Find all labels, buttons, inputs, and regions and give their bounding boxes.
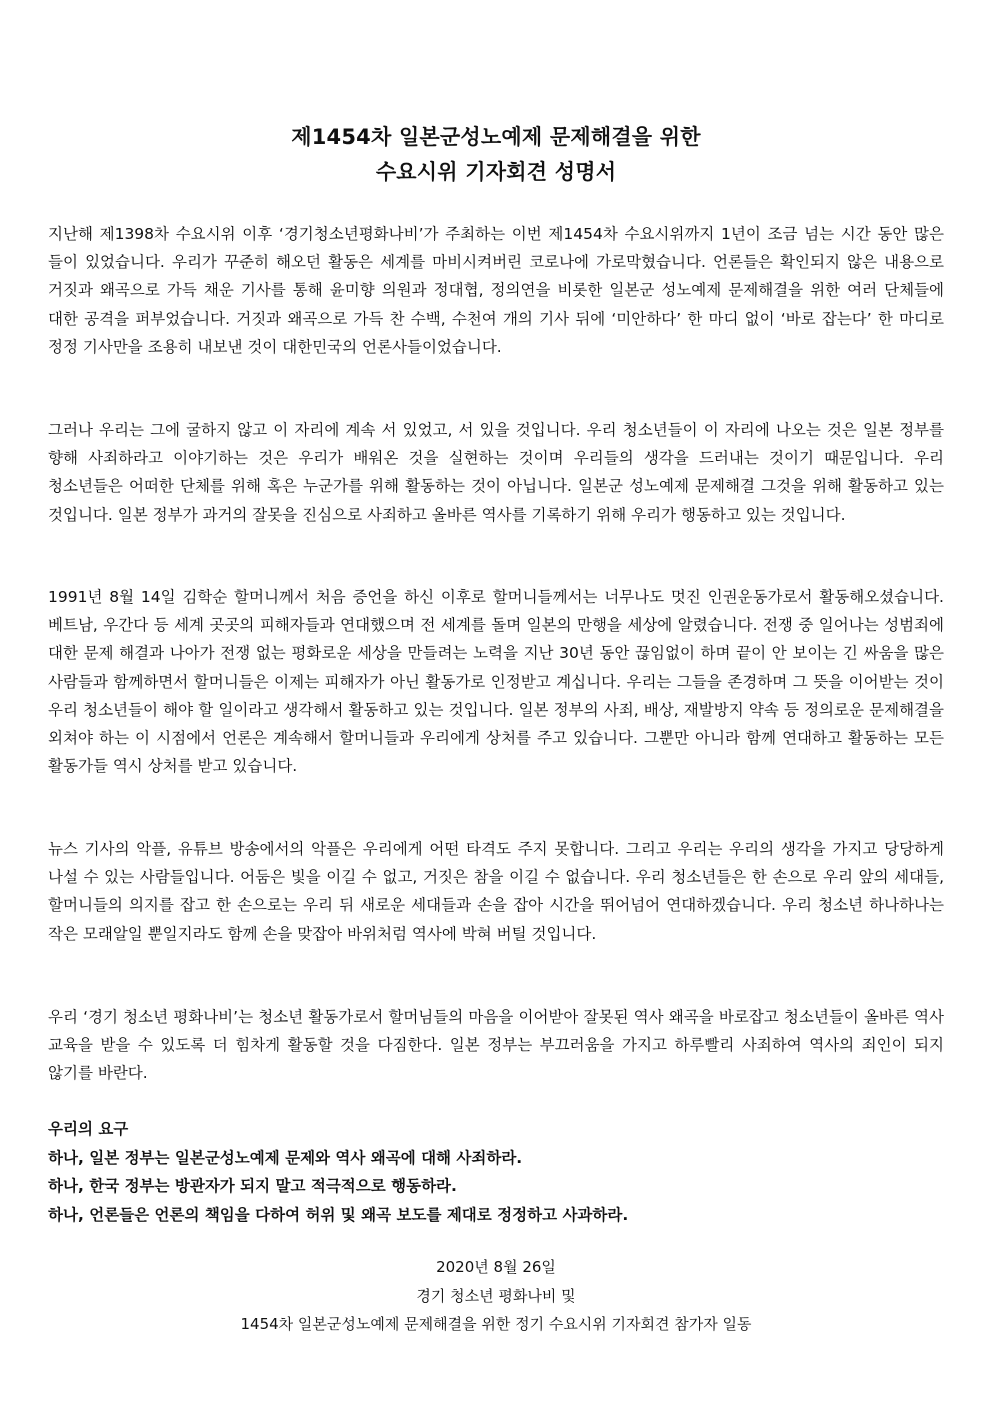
signature-block xyxy=(0,1253,992,1339)
paragraph-2: 그러나 우리는 그에 굴하지 않고 이 자리에 계속 서 있었고, 서 있을 것입니다. 우리 청소년들이 이 자리에 나오는 것은 일본 정부를 향해 사죄하라고 이야기하는 것은 우리가 배워온 것을 실현하는 것이며 우리들의 생각을 드러내는 것이기 때문입니다. 우리 청소년들은 어떠한 단체를 위해 혹은 누군가를 위해 활동하는 것이 아닙니다. 일본군 성노예제 문제해결 그것을 위해 활동하고 있는 것입니다. 일본 정부가 과거의 잘못을 진심으로 사죄하고 올바른 역사를 기록하기 위해 우리가 행동하고 있는 것입니다. xyxy=(48,421,944,524)
paragraph-4: 뉴스 기사의 악플, 유튜브 방송에서의 악플은 우리에게 어떤 타격도 주지 못합니다. 그리고 우리는 우리의 생각을 가지고 당당하게 나설 수 있는 사람들입니다. 어둠은 빛을 이길 수 없고, 거짓은 참을 이길 수 없습니다. 우리 청소년들은 한 손으로 우리 앞의 세대들, 할머니들의 의지를 잡고 한 손으로는 우리 뒤 새로운 세대들과 손을 잡아 시간을 뛰어넘어 연대하겠습니다. 우리 청소년 하나하나는 작은 모래알일 뿐일지라도 함께 손을 맞잡아 바위처럼 역사에 박혀 버틸 것입니다. xyxy=(48,840,944,943)
paragraph-3: 1991년 8월 14일 김학순 할머니께서 처음 증언을 하신 이후로 할머니들께서는 너무나도 멋진 인권운동가로서 활동해오셨습니다. 베트남, 우간다 등 세계 곳곳의 피해자들과 연대했으며 전 세계를 돌며 일본의 만행을 세상에 알렸습니다. 전쟁 중 일어나는 성범죄에 대한 문제 해결과 나아가 전쟁 없는 평화로운 세상을 만들려는 노력을 지난 30년 동안 끊임없이 하며 끝이 안 보이는 긴 싸움을 많은 사람들과 함께하면서 할머니들은 이제는 피해자가 아닌 활동가로 인정받고 계십니다. 우리는 그들을 존경하며 그 뜻을 이어받는 것이 우리 청소년들이 해야 할 일이라고 생각해서 활동하고 있는 것입니다. 일본 정부의 사죄, 배상, 재발방지 약속 등 정의로운 문제해결을 외쳐야 하는 이 시점에서 언론은 계속해서 할머니들과 우리에게 상처를 주고 있습니다. 그뿐만 아니라 함께 연대하고 활동하는 모든 활동가들 역시 상처를 받고 있습니다. xyxy=(48,588,944,776)
paragraph-1: 지난해 제1398차 수요시위 이후 ‘경기청소년평화나비’가 주최하는 이번 제1454차 수요시위까지 1년이 조금 넘는 시간 동안 많은 들이 있었습니다. 우리가 꾸준히 해오던 활동은 세계를 마비시켜버린 코로나에 가로막혔습니다. 언론들은 확인되지 않은 내용으로 거짓과 왜곡으로 가득 채운 기사를 통해 윤미향 의원과 정대협, 정의연을 비롯한 일본군 성노예제 문제해결을 위한 여러 단체들에 대한 공격을 퍼부었습니다. 거짓과 왜곡으로 가득 찬 수백, 수천여 개의 기사 뒤에 ‘미안하다’ 한 마디 없이 ‘바로 잡는다’ 한 마디로 정정 기사만을 조용히 내보낸 것이 대한민국의 언론사들이었습니다. xyxy=(48,225,944,356)
demand-item-3: 하나, 언론들은 언론의 책임을 다하여 허위 및 왜곡 보도를 제대로 정정하고 사과하라. xyxy=(48,1205,629,1224)
demand-item-1: 하나, 일본 정부는 일본군성노예제 문제와 역사 왜곡에 대해 사죄하라. xyxy=(48,1148,523,1167)
demands-heading: 우리의 요구 xyxy=(48,1120,129,1138)
document-title-line-2: 수요시위 기자회견 성명서 xyxy=(375,160,617,184)
organization-name: 경기 청소년 평화나비 및 xyxy=(416,1286,576,1305)
participants-line: 1454차 일본군성노예제 문제해결을 위한 정기 수요시위 기자회견 참가자 일동 xyxy=(240,1315,752,1333)
demand-item-2: 하나, 한국 정부는 방관자가 되지 말고 적극적으로 행동하라. xyxy=(48,1177,457,1195)
document-title-line-1: 제1454차 일본군성노예제 문제해결을 위한 xyxy=(291,125,701,149)
statement-date: 2020년 8월 26일 xyxy=(436,1258,556,1276)
demands-section xyxy=(48,1115,944,1229)
paragraph-5: 우리 ‘경기 청소년 평화나비’는 청소년 활동가로서 할머님들의 마음을 이어받아 잘못된 역사 왜곡을 바로잡고 청소년들이 올바른 역사 교육을 받을 수 있도록 더 힘차게 활동할 것을 다짐한다. 일본 정부는 부끄러움을 가지고 하루빨리 사죄하여 역사의 죄인이 되지 않기를 바란다. xyxy=(48,1008,944,1083)
